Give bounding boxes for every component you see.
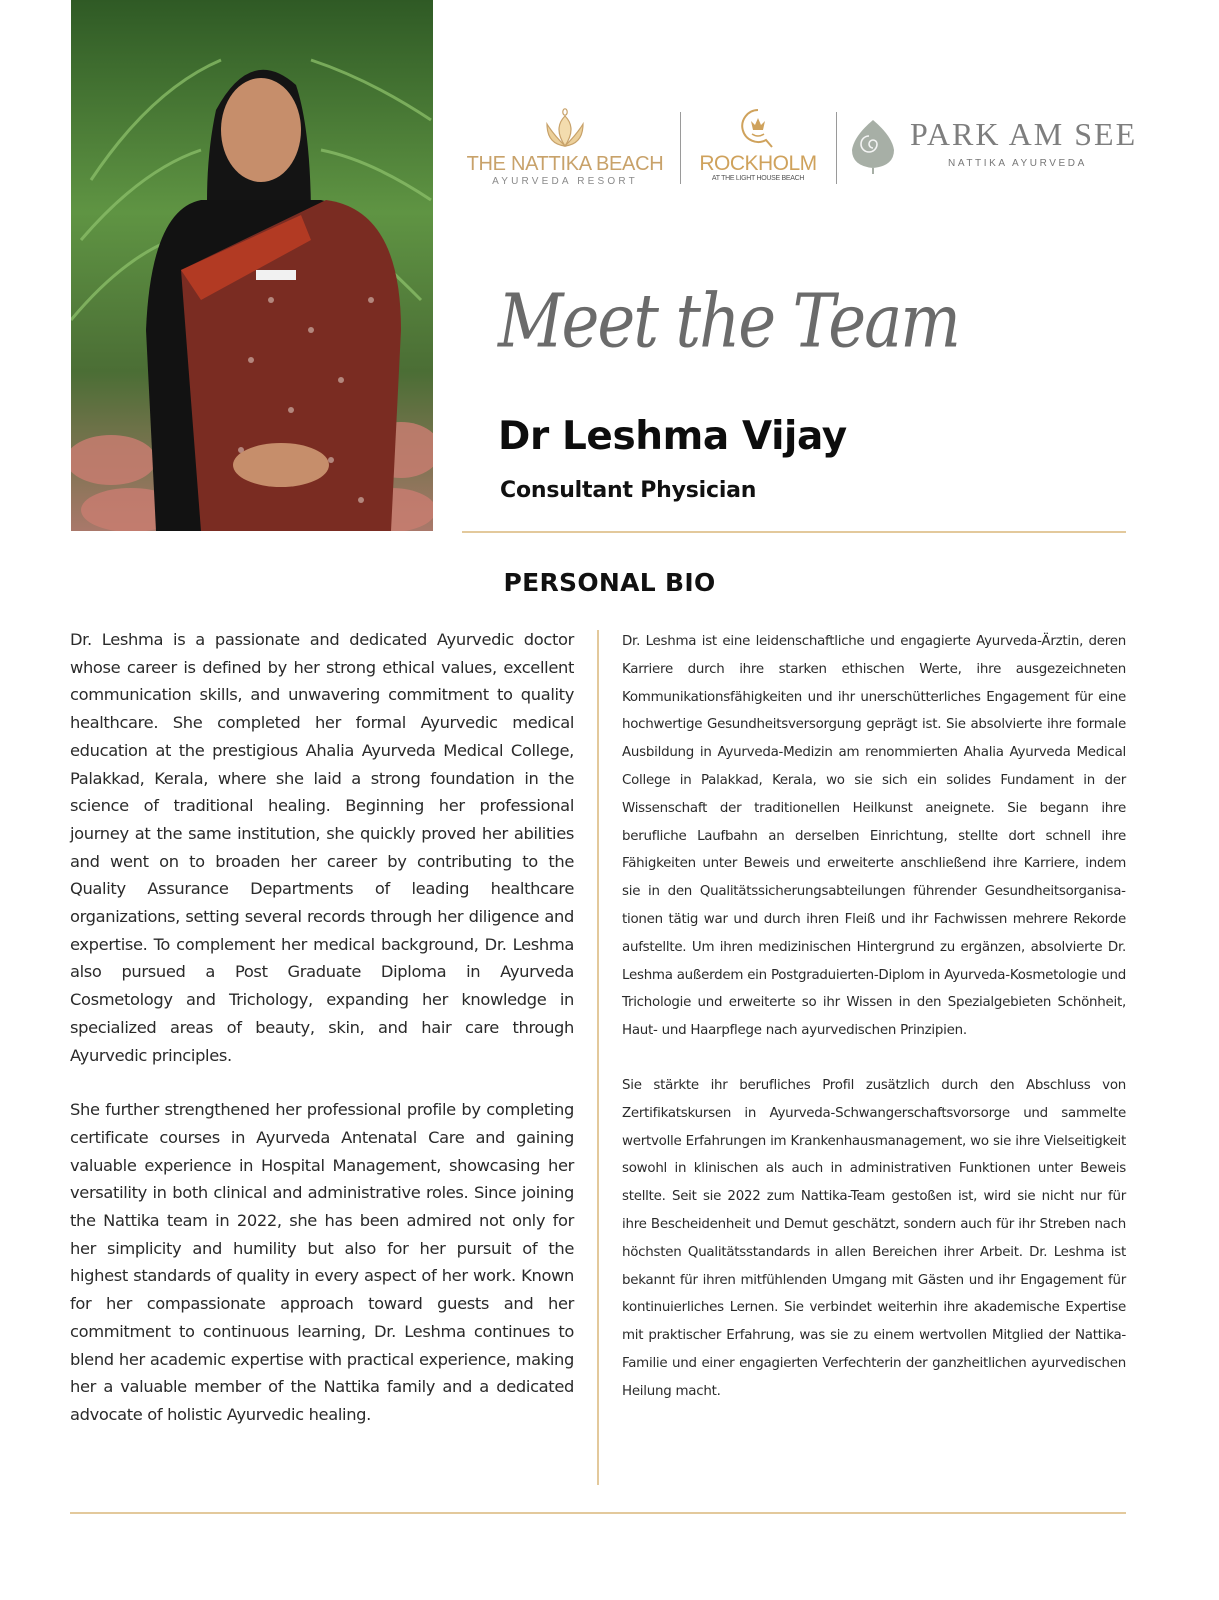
nattika-logo-subtitle: AYURVEDA RESORT: [492, 176, 638, 187]
personal-bio-title: PERSONAL BIO: [503, 568, 716, 597]
logo-divider: [680, 112, 681, 184]
person-role: Consultant Physician: [500, 478, 757, 503]
brand-logos: [460, 108, 1140, 188]
lotus-icon: [543, 108, 587, 148]
logo-divider: [836, 112, 837, 184]
portrait-illustration: [71, 0, 433, 531]
rockholm-logo-subtitle: AT THE LIGHT HOUSE BEACH: [711, 175, 805, 182]
footer-divider: [70, 1512, 1126, 1514]
bio-english-paragraph: She further strengthened her professional profile by completing certificate courses in Ayurveda Antenatal Care and gaining valuable experience in Hospital Management, showcasing her versatility in both clinical and administrative roles. Since joining the Nattika team in 2022, she has been admired not only for her simplicity and humility but also for her pursuit of the highest standards of quality in every aspect of her work. Known for her compassionate approach toward guests and her commitment to continuous learning, Dr. Leshma continues to blend her academic expertise with practical experience, making her a valuable member of the Nattika family and a dedicated advocate of holistic Ayurvedic healing.: [70, 1100, 574, 1424]
header-divider: [462, 531, 1126, 533]
person-name: Dr Leshma Vijay: [498, 414, 847, 459]
column-divider: [597, 630, 599, 1485]
rockholm-logo: [690, 108, 826, 182]
leaf-spiral-icon: [848, 118, 898, 174]
meet-the-team-heading: Meet the Team: [498, 280, 959, 366]
bio-english-paragraph: Dr. Leshma is a passionate and dedicated Ayurvedic doctor whose career is defined by her strong ethical values, excellent communication skills, and unwavering commitment to quality healthcare. She completed her formal Ayurvedic medical education at the prestigious Ahalia Ayurveda Medical College, Palakkad, Kerala, where she laid a strong foundation in the science of traditional healing. Beginning her professional journey at the same institution, she quickly proved her abilities and went on to broaden her career by contributing to the Quality Assurance Departments of leading healthcare organizations, setting several records through her diligence and expertise. To complement her medical background, Dr. Leshma also pursued a Post Graduate Diploma in Ayurveda Cosmetology and Trichology, expanding her knowledge in specialized areas of beauty, skin, and hair care through Ayurvedic principles.: [70, 630, 574, 1065]
bio-english-column: [70, 626, 574, 1429]
portrait-photo: [71, 0, 433, 531]
bio-german-paragraph: Dr. Leshma ist eine leidenschaftliche und engagierte Ayurveda-Ärztin, deren Karriere durch ihre starken ethischen Werte, ihre ausgezeichneten Kommunikationsfähigkeiten und ihr unerschütterliches Engagement für eine hochwertige Gesundheitsversorgung geprägt ist. Sie absolvierte ihre formale Ausbildung in Ayurveda-Medizin am renommierten Ahalia Ayurveda Medical College in Palakkad, Kerala, wo sie sich ein solides Fundament in der Wissenschaft der traditionellen Heilkunst aneignete. Sie begann ihre berufliche Laufbahn an derselben Einrichtung, stellte dort schnell ihre Fähigkeiten unter Beweis und erweiterte anschließend ihre Karriere, indem sie in den Qualitätssicherungsabteilungen führender Gesundheitsorganisationen tätig war und durch ihren Fleiß und ihr Fachwissen mehrere Rekorde aufstellte. Um ihren medizinischen Hintergrund zu ergänzen, absolvierte Dr. Leshma außerdem ein Postgraduierten-Diplom in Ayurveda-Kosmetologie und Trichologie und erweiterte so ihr Wissen in den Spezialgebieten Schönheit, Haut- und Haarpflege nach ayurvedischen Prinzipien.: [622, 634, 1126, 1039]
park-am-see-logo: [848, 114, 1140, 184]
rockholm-logo-name: ROCKHOLM: [699, 152, 817, 175]
park-am-see-subtitle: NATTIKA AYURVEDA: [948, 158, 1087, 169]
park-am-see-name: PARK AM SEE: [910, 116, 1138, 152]
bio-german-paragraph: Sie stärkte ihr berufliches Profil zusätzlich durch den Abschluss von Zertifikatskursen in Ayurveda-Schwangerschaftsvorsorge und sammelte wertvolle Erfahrungen im Krankenhausmanagement, wo sie ihre Vielseitigkeit sowohl in klinischen als auch in administrativen Funktionen unter Beweis stellte. Seit sie 2022 zum Nattika-Team gestoßen ist, wird sie nicht nur für ihre Bescheidenheit und Demut geschätzt, sondern auch für ihr Streben nach höchsten Qualitätsstandards in allen Bereichen ihrer Arbeit. Dr. Leshma ist bekannt für ihren mitfühlenden Umgang mit Gästen und ihr Engagement für kontinuierliches Lernen. Sie verbindet weiterhin ihre akademische Expertise mit praktischer Erfahrung, was sie zu einem wertvollen Mitglied der Nattika-Familie und einer engagierten Verfechterin der ganzheitlichen ayurvedischen Heilung macht.: [622, 1077, 1126, 1399]
bio-german-column: [622, 628, 1126, 1406]
lotus-pin-icon: [736, 108, 780, 148]
nattika-beach-logo: [460, 108, 670, 187]
nattika-logo-name: THE NATTIKA BEACH: [466, 153, 664, 175]
